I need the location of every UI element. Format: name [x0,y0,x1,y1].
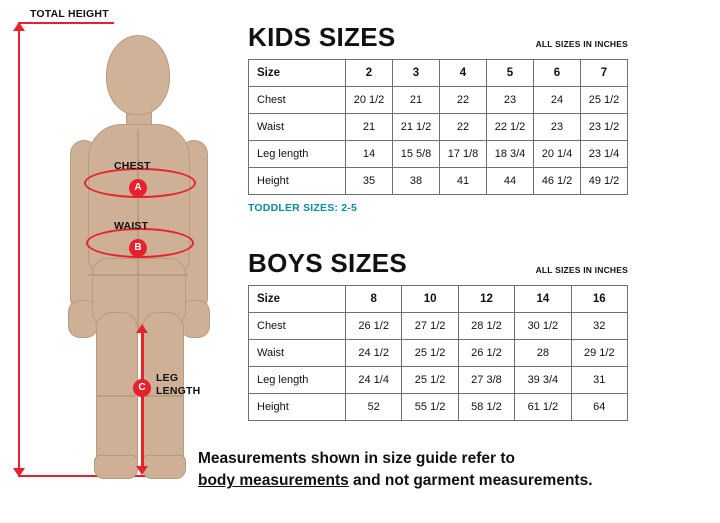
row-label: Chest [249,87,346,114]
column-header-4: 4 [440,60,487,87]
table-row [249,394,628,421]
total-height-arrow-down-icon [13,468,25,477]
table-cell: 52 [346,394,402,421]
table-cell: 35 [346,168,393,195]
table-cell: 21 1/2 [393,114,440,141]
table-cell: 29 1/2 [571,340,627,367]
column-header-16: 16 [571,286,627,313]
column-header-6: 6 [534,60,581,87]
table-cell: 25 1/2 [581,87,628,114]
column-header-7: 7 [581,60,628,87]
table-cell: 18 3/4 [487,141,534,168]
column-header-8: 8 [346,286,402,313]
table-cell: 55 1/2 [402,394,458,421]
boys-title: BOYS SIZES [248,248,408,278]
total-height-label: TOTAL HEIGHT [30,8,109,20]
footer-line-2-rest: and not garment measurements. [348,472,593,489]
table-cell: 46 1/2 [534,168,581,195]
table-cell: 23 [534,114,581,141]
table-header-row [249,286,628,313]
mannequin-left-knee-seam [96,395,136,397]
toddler-sizes-note: TODDLER SIZES: 2-5 [248,202,358,214]
table-cell: 23 [487,87,534,114]
total-height-line [18,22,20,477]
waist-label: WAIST [114,220,149,232]
table-cell: 14 [346,141,393,168]
table-cell: 24 1/2 [346,340,402,367]
column-header-size: Size [249,286,346,313]
table-cell: 25 1/2 [402,367,458,394]
mannequin-hip-seam [88,274,188,276]
table-cell: 26 1/2 [458,340,514,367]
kids-sizes-table [248,59,628,195]
table-cell: 23 1/4 [581,141,628,168]
row-label: Chest [249,313,346,340]
kids-section-header [248,22,628,53]
table-cell: 24 1/4 [346,367,402,394]
table-cell: 49 1/2 [581,168,628,195]
table-cell: 22 [440,114,487,141]
table-cell: 25 1/2 [402,340,458,367]
row-label: Leg length [249,141,346,168]
table-cell: 23 1/2 [581,114,628,141]
column-header-10: 10 [402,286,458,313]
footer-line-1: Measurements shown in size guide refer to [198,450,515,467]
column-header-size: Size [249,60,346,87]
column-header-14: 14 [515,286,571,313]
row-label: Height [249,394,346,421]
mannequin-head [106,35,170,115]
kids-title: KIDS SIZES [248,22,396,52]
mannequin-left-leg [96,312,138,466]
marker-c: C [133,379,151,397]
table-row [249,313,628,340]
row-label: Leg length [249,367,346,394]
table-cell: 21 [346,114,393,141]
chest-label: CHEST [114,160,151,172]
total-height-top-tick [18,22,114,24]
table-row [249,340,628,367]
table-cell: 64 [571,394,627,421]
table-cell: 44 [487,168,534,195]
table-cell: 38 [393,168,440,195]
table-row [249,114,628,141]
footer-note [198,448,718,492]
boys-units-note: ALL SIZES IN INCHES [535,265,628,275]
marker-b: B [129,239,147,257]
table-cell: 21 [393,87,440,114]
row-label: Waist [249,114,346,141]
boys-section-header [248,248,628,279]
table-cell: 20 1/4 [534,141,581,168]
table-cell: 24 [534,87,581,114]
table-cell: 17 1/8 [440,141,487,168]
table-cell: 22 1/2 [487,114,534,141]
table-row [249,367,628,394]
total-height-arrow-up-icon [13,22,25,31]
table-cell: 28 [515,340,571,367]
leg-length-arrow-down-icon [136,466,148,475]
leg-length-line [141,330,144,472]
kids-units-note: ALL SIZES IN INCHES [535,39,628,49]
mannequin-illustration [0,0,236,523]
table-cell: 58 1/2 [458,394,514,421]
table-cell: 27 3/8 [458,367,514,394]
table-cell: 31 [571,367,627,394]
mannequin-left-foot [94,455,138,479]
table-cell: 27 1/2 [402,313,458,340]
table-cell: 20 1/2 [346,87,393,114]
column-header-12: 12 [458,286,514,313]
column-header-3: 3 [393,60,440,87]
table-row [249,87,628,114]
table-cell: 26 1/2 [346,313,402,340]
boys-sizes-section [248,248,628,421]
column-header-2: 2 [346,60,393,87]
table-cell: 41 [440,168,487,195]
mannequin-right-foot [142,455,186,479]
leg-length-label: LEG LENGTH [156,372,201,397]
kids-sizes-section [248,22,628,214]
table-cell: 39 3/4 [515,367,571,394]
table-cell: 61 1/2 [515,394,571,421]
marker-a: A [129,179,147,197]
table-cell: 28 1/2 [458,313,514,340]
table-cell: 32 [571,313,627,340]
table-cell: 30 1/2 [515,313,571,340]
row-label: Height [249,168,346,195]
table-header-row [249,60,628,87]
footer-underlined-text: body measurements [198,472,349,489]
table-cell: 22 [440,87,487,114]
table-cell: 15 5/8 [393,141,440,168]
table-row [249,168,628,195]
table-row [249,141,628,168]
boys-sizes-table [248,285,628,421]
column-header-5: 5 [487,60,534,87]
row-label: Waist [249,340,346,367]
size-tables-panel [198,0,720,523]
